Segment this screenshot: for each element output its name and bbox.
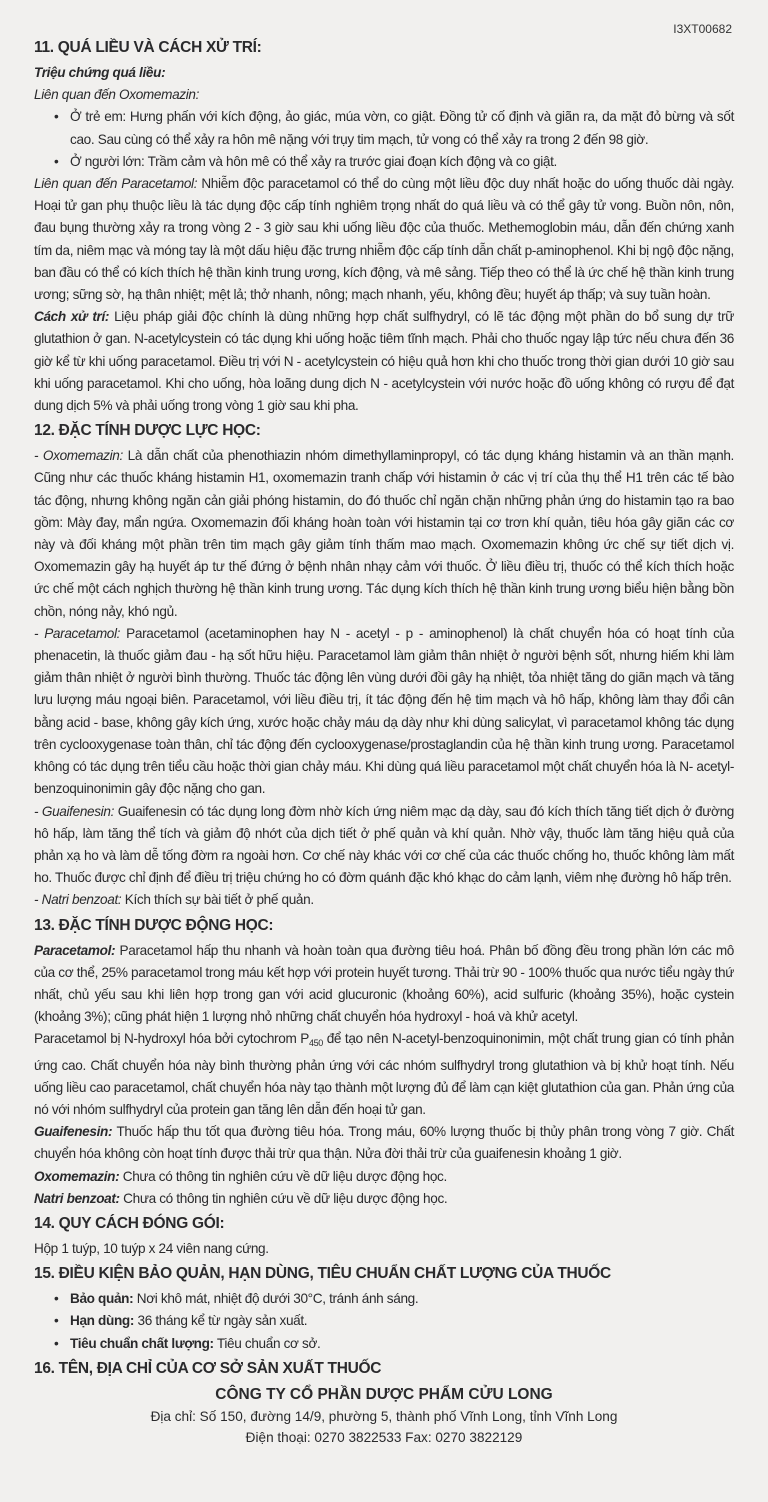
paragraph-label: Oxomemazin: — [34, 1168, 120, 1184]
paragraph — [34, 445, 734, 623]
bullet-item: • Ở người lớn: Trầm cảm và hôn mê có thể xảy ra trước giai đoạn kích động và co giật. — [34, 151, 734, 173]
paragraph — [34, 1288, 734, 1310]
paragraph-text: Thuốc hấp thu tốt qua đường tiêu hóa. Trong máu, 60% lượng thuốc bị thủy phân trong vòng 7 giờ. Chất chuyển hóa không còn hoạt tính được thải trừ qua thận. Nửa đời thải trừ của guaifenesin khoảng 1 giờ. — [34, 1124, 734, 1162]
leaflet-content — [34, 34, 734, 1448]
section-title: 13. ĐẶC TÍNH DƯỢC ĐỘNG HỌC: — [34, 916, 274, 934]
paragraph-text: Kích thích sự bài tiết ở phế quản. — [121, 892, 314, 908]
paragraph-text: Là dẫn chất của phenothiazin nhóm dimethyllaminpropyl, có tác dụng kháng histamin và an thần mạnh. Cũng như các thuốc kháng histamin H1, oxomemazin tranh chấp với histamin ở các vị trí của thụ thể H1 trên các tế bào tác động, nhưng không ngăn cản giải phóng histamin, do đó thuốc chỉ ngăn chặn những phản ứng do histamin tạo ra bao gồm: Mày đay, mẩn ngứa. Oxomemazin đối kháng hoàn toàn với histamin tại cơ trơn khí quản, tiêu hóa gây giãn các cơ này và đối kháng một phần trên tim mạch gây giảm tính thấm mao mạch. Oxomemazin không ức chế sự tiết dịch vị. Oxomemazin gây hạ huyết áp tư thế đứng ở bệnh nhân nhạy cảm với thuốc. Ở liều điều trị, thuốc có thể kích thích hoặc ức chế một cách nghịch thường hệ thần kinh trung ương. Tác dụng kích thích hệ thần kinh trung ương biểu hiện bằng bồn chồn, nóng nảy, khó ngủ. — [34, 448, 734, 619]
paragraph — [34, 889, 734, 911]
document-code: I3XT00682 — [673, 22, 732, 36]
paragraph-label: Tiêu chuẩn chất lượng: — [70, 1335, 214, 1351]
bullet-item: • Ở trẻ em: Hưng phấn với kích động, ảo giác, múa vờn, co giật. Đồng tử cố định và giãn ra, da mặt đỏ bừng và sốt cao. Sau cùng có thể xảy ra hôn mê nặng với trụy tim mạch, tử vong có thể xảy ra trong 2 đến 98 giờ. — [34, 106, 734, 150]
paragraph-label: - Oxomemazin: — [34, 448, 123, 464]
subheading: Liên quan đến Oxomemazin: — [34, 87, 200, 103]
paragraph — [34, 1333, 734, 1355]
paragraph-text: Nơi khô mát, nhiệt độ dưới 30°C, tránh ánh sáng. — [133, 1291, 419, 1307]
paragraph-text: Tiêu chuẩn cơ sở. — [213, 1335, 321, 1351]
section-title: 14. QUY CÁCH ĐÓNG GÓI: — [34, 1214, 225, 1232]
section-title: 16. TÊN, ĐỊA CHỈ CỦA CƠ SỞ SẢN XUẤT THUỐC — [34, 1359, 382, 1377]
paragraph-label: Liên quan đến Paracetamol: — [34, 176, 198, 192]
section-title: 15. ĐIỀU KIỆN BẢO QUẢN, HẠN DÙNG, TIÊU CHUẨN CHẤT LƯỢNG CỦA THUỐC — [34, 1265, 611, 1283]
paragraph-text: Paracetamol bị N-hydroxyl hóa bởi cytochrom P — [34, 1031, 309, 1047]
section-12 — [34, 419, 734, 911]
paragraph-text: Paracetamol (acetaminophen hay N - acetyl - p - aminophenol) là chất chuyển hóa có hoạt tính của phenacetin, là thuốc giảm đau - hạ sốt hữu hiệu. Paracetamol làm giảm thân nhiệt ở người bệnh sốt, nhưng hiếm khi làm giảm thân nhiệt ở người bình thường. Thuốc tác động lên vùng dưới đồi gây hạ nhiệt, tỏa nhiệt tăng do giãn mạch và tăng lưu lượng máu ngoại biên. Paracetamol, với liều điều trị, ít tác động đến hệ tim mạch và hô hấp, không làm thay đổi cân bằng acid - base, không gây kích ứng, xước hoặc chảy máu dạ dày như khi dùng salicylat, vì paracetamol không tác dụng trên cyclooxygenase toàn thân, chỉ tác động đến cyclooxygenase/prostaglandin của hệ thần kinh trung ương. Paracetamol không có tác dụng trên tiểu cầu hoặc thời gian chảy máu. Khi dùng quá liều paracetamol một chất chuyển hóa là N- acetyl-benzoquinonimin gây độc nặng cho gan. — [34, 625, 734, 797]
manufacturer-phone: Điện thoại: 0270 3822533 Fax: 0270 3822129 — [245, 1429, 523, 1445]
section-11 — [34, 36, 734, 417]
manufacturer-address: Địa chỉ: Số 150, đường 14/9, phường 5, thành phố Vĩnh Long, tỉnh Vĩnh Long — [150, 1408, 618, 1424]
paragraph-label: - Guaifenesin: — [34, 803, 114, 819]
paragraph-label: Guaifenesin: — [34, 1124, 113, 1140]
paragraph-label: - Natri benzoat: — [34, 892, 122, 908]
paragraph-label: Hạn dùng: — [70, 1313, 135, 1329]
paragraph — [34, 1188, 734, 1210]
paragraph: Hộp 1 tuýp, 10 tuýp x 24 viên nang cứng. — [34, 1240, 269, 1256]
paragraph-label: Cách xử trí: — [34, 309, 110, 325]
subscript: 450 — [308, 1038, 323, 1049]
section-title: 12. ĐẶC TÍNH DƯỢC LỰC HỌC: — [34, 422, 261, 440]
paragraph-text: Chưa có thông tin nghiên cứu về dữ liệu dược động học. — [119, 1190, 448, 1206]
section-14 — [34, 1212, 734, 1260]
section-13 — [34, 914, 734, 1210]
paragraph — [34, 1121, 734, 1165]
paragraph-text: Nhiễm độc paracetamol có thể do cùng một liều độc duy nhất hoặc do uống thuốc dài ngày. Hoại tử gan phụ thuộc liều là tác dụng độc cấp tính nghiêm trọng nhất do quá liều và có thể gây tử vong. Buồn nôn, nôn, đau bụng thường xảy ra trong vòng 2 - 3 giờ sau khi uống liều độc của thuốc. Methemoglobin máu, dẫn đến chứng xanh tím da, niêm mạc và móng tay là một dấu hiệu đặc trưng nhiễm độc cấp tính dẫn chất p-aminophenol. Khi bị ngộ độc nặng, ban đầu có thể có kích thích hệ thần kinh trung ương, kích động, và mê sảng. Tiếp theo có thể là ức chế hệ thần kinh trung ương; sững sờ, hạ thân nhiệt; mệt lả; thở nhanh, nông; mạch nhanh, yếu, không đều; huyết áp thấp; và suy tuần hoàn. — [34, 176, 734, 303]
section-title: 11. QUÁ LIỀU VÀ CÁCH XỬ TRÍ: — [34, 39, 262, 56]
paragraph — [34, 1166, 734, 1188]
paragraph-text: Liệu pháp giải độc chính là dùng những hợp chất sulfhydryl, có lẽ tác động một phần do bổ sung dự trữ glutathion ở gan. N-acetylcystein có tác dụng khi uống hoặc tiêm tĩnh mạch. Phải cho thuốc ngay lập tức nếu chưa đến 36 giờ kể từ khi uống paracetamol. Điều trị với N - acetylcystein có hiệu quả hơn khi cho thuốc trong thời gian dưới 10 giờ sau khi uống paracetamol. Khi cho uống, hòa loãng dung dịch N - acetylcystein với nước hoặc đồ uống không có rượu để đạt dung dịch 5% và phải uống trong vòng 1 giờ sau khi pha. — [34, 309, 734, 414]
paragraph-label: - Paracetamol: — [34, 625, 121, 641]
paragraph-text: Paracetamol hấp thu nhanh và hoàn toàn qua đường tiêu hoá. Phân bố đồng đều trong phần lớn các mô của cơ thể, 25% paracetamol trong máu kết hợp với protein huyết tương. Thải trừ 90 - 100% thuốc qua nước tiểu ngày thứ nhất, chủ yếu sau khi liên hợp trong gan với acid glucuronic (khoảng 60%), acid sulfuric (khoảng 35%), hoặc cystein (khoảng 3%); cũng phát hiện 1 lượng nhỏ những chất chuyển hóa hydroxyl - hoá và khử acetyl. — [34, 942, 734, 1025]
paragraph — [34, 306, 734, 417]
subheading: Triệu chứng quá liều: — [34, 65, 166, 80]
paragraph — [34, 801, 734, 890]
paragraph-text: Guaifenesin có tác dụng long đờm nhờ kích ứng niêm mạc dạ dày, sau đó kích thích tăng tiết dịch ở đường hô hấp, làm tăng thể tích và giảm độ nhớt của dịch tiết ở phế quản và khí quản. Nhờ vậy, thuốc làm tăng hiệu quả của phản xạ ho và làm dễ tống đờm ra ngoài hơn. Cơ chế này khác với cơ chế của các thuốc chống ho, thuốc không làm mất ho. Thuốc được chỉ định để điều trị triệu chứng ho có đờm quánh đặc khó khạc do cảm lạnh, viêm nhẹ đường hô hấp trên. — [34, 803, 734, 886]
paragraph-text: để tạo nên N-acetyl-benzoquinonimin, một chất trung gian có tính phản ứng cao. Chất chuyển hóa này bình thường phản ứng với các nhóm sulfhydryl trong glutathion và bị khử hoạt tính. Nếu uống liều cao paracetamol, chất chuyển hóa này tạo thành một lượng đủ để làm cạn kiệt glutathion của gan. Phản ứng của nó với nhóm sulfhydryl của protein gan tăng lên dẫn đến hoại tử gan. — [34, 1031, 734, 1117]
manufacturer-name: CÔNG TY CỔ PHẦN DƯỢC PHẨM CỬU LONG — [215, 1385, 553, 1403]
paragraph-label: Bảo quản: — [70, 1291, 134, 1307]
paragraph — [34, 1310, 734, 1332]
paragraph-text: 36 tháng kể từ ngày sản xuất. — [134, 1313, 308, 1329]
paragraph — [34, 940, 734, 1029]
paragraph-label: Paracetamol: — [34, 942, 116, 958]
paragraph-text: Chưa có thông tin nghiên cứu về dữ liệu dược động học. — [119, 1168, 447, 1184]
paragraph — [34, 623, 734, 801]
paragraph-label: Natri benzoat: — [34, 1190, 120, 1206]
section-15 — [34, 1262, 734, 1355]
paragraph — [34, 1028, 734, 1121]
section-16 — [34, 1357, 734, 1380]
paragraph — [34, 173, 734, 306]
